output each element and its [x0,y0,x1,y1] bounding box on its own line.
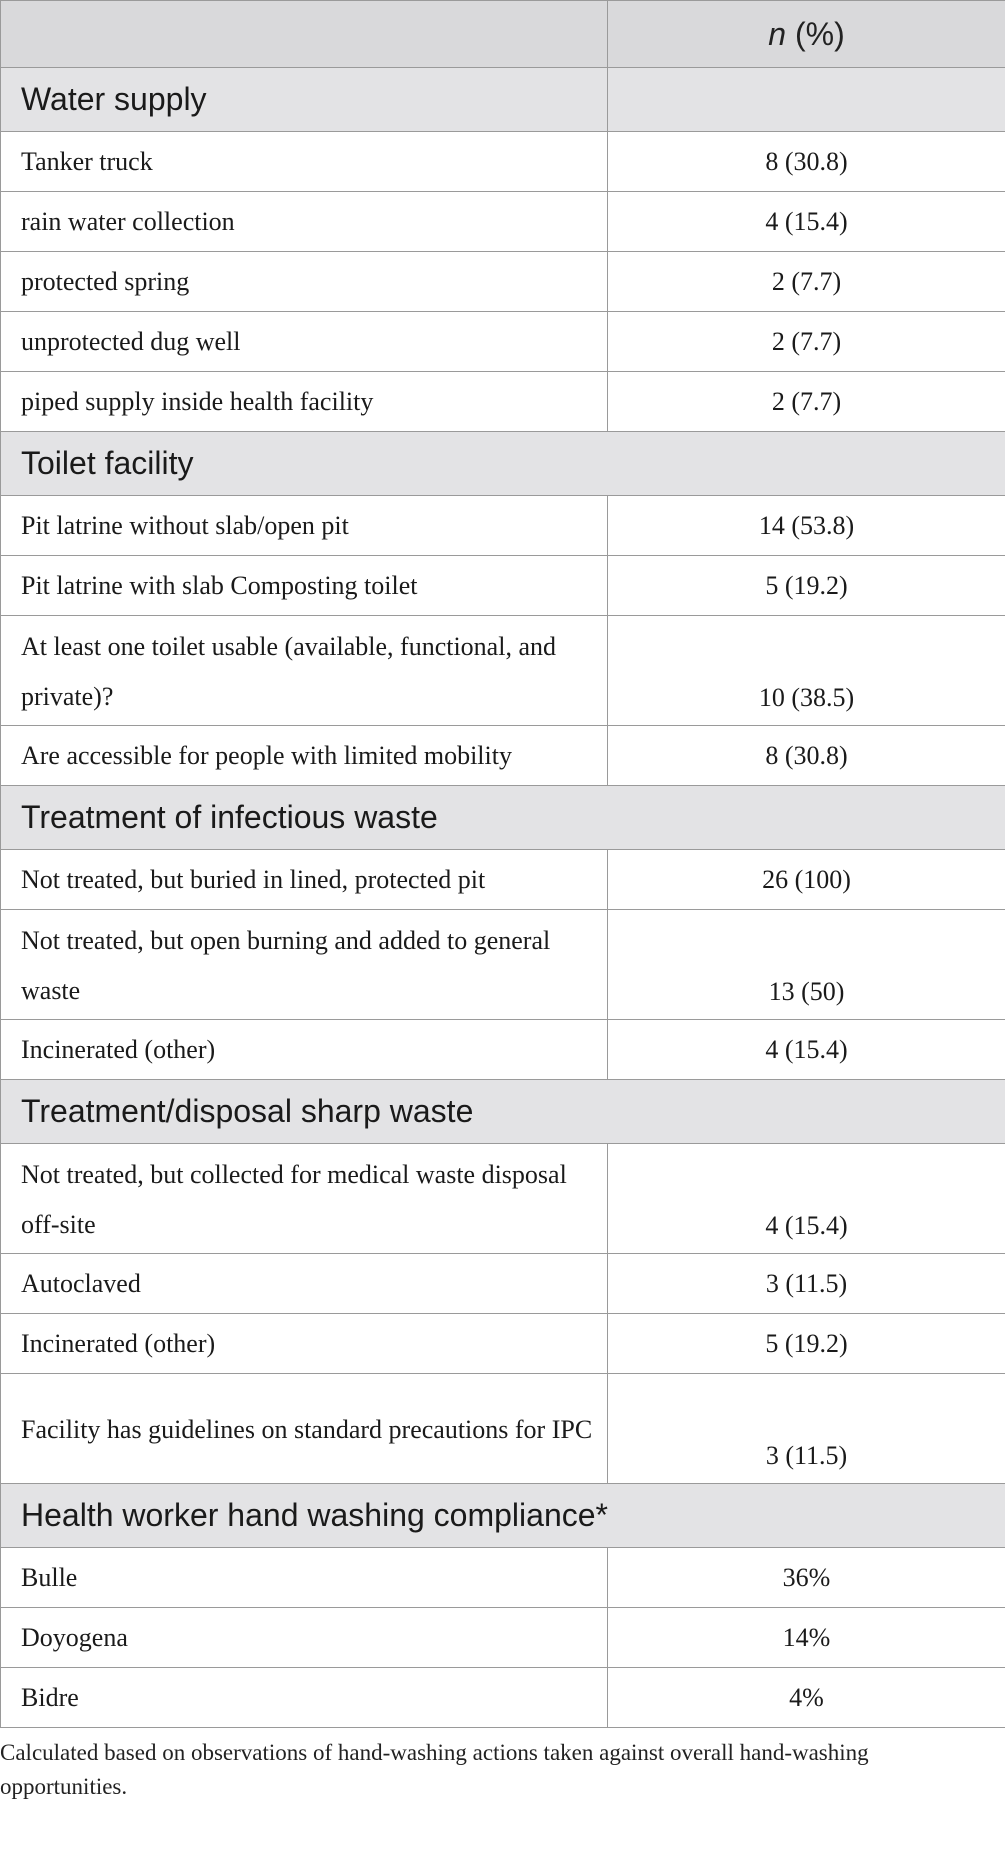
footnote: Calculated based on observations of hand-washing actions taken against overall hand-washing opportunities. [0,1740,869,1799]
table-row [1,252,1005,312]
section-header-row [1,432,1005,496]
table-row [1,372,1005,432]
table-row [1,1144,1005,1254]
row-label: Facility has guidelines on standard precautions for IPC [1,1374,608,1484]
row-value: 10 (38.5) [608,616,1005,726]
section-empty-cell [608,68,1005,132]
section-title: Water supply [1,68,608,132]
row-label: protected spring [1,252,608,312]
row-value: 8 (30.8) [608,726,1005,786]
header-value-cell [608,1,1005,68]
row-value: 3 (11.5) [608,1374,1005,1484]
row-label: Not treated, but collected for medical waste disposal off-site [1,1144,608,1254]
table-row [1,616,1005,726]
section-title: Treatment/disposal sharp waste [1,1080,1005,1144]
table-row [1,496,1005,556]
row-value: 2 (7.7) [608,252,1005,312]
row-value: 13 (50) [608,910,1005,1020]
section-title: Treatment of infectious waste [1,786,1005,850]
row-value: 26 (100) [608,850,1005,910]
table-row [1,556,1005,616]
row-label: Doyogena [1,1608,608,1668]
row-value: 5 (19.2) [608,1314,1005,1374]
table-row [1,312,1005,372]
row-value: 2 (7.7) [608,312,1005,372]
table-row [1,192,1005,252]
table-row [1,1374,1005,1484]
section-title: Health worker hand washing compliance* [1,1484,1005,1548]
row-value: 14% [608,1608,1005,1668]
row-value: 8 (30.8) [608,132,1005,192]
row-label: unprotected dug well [1,312,608,372]
table-row [1,1668,1005,1728]
row-label: Pit latrine without slab/open pit [1,496,608,556]
row-label: Not treated, but open burning and added to general waste [1,910,608,1020]
row-value: 5 (19.2) [608,556,1005,616]
row-label: Pit latrine with slab Composting toilet [1,556,608,616]
row-value: 2 (7.7) [608,372,1005,432]
row-value: 4% [608,1668,1005,1728]
table-row [1,726,1005,786]
section-header-row [1,786,1005,850]
row-label: Autoclaved [1,1254,608,1314]
header-row [1,1,1005,68]
row-value: 4 (15.4) [608,1020,1005,1080]
header-label-cell [1,1,608,68]
row-value: 4 (15.4) [608,192,1005,252]
table-row [1,1254,1005,1314]
row-value: 4 (15.4) [608,1144,1005,1254]
row-value: 3 (11.5) [608,1254,1005,1314]
row-label: Tanker truck [1,132,608,192]
header-n: n [768,15,787,52]
table-row [1,1314,1005,1374]
table-row [1,1548,1005,1608]
header-pct: (%) [786,15,845,52]
row-label: At least one toilet usable (available, functional, and private)? [1,616,608,726]
row-label: Incinerated (other) [1,1314,608,1374]
table-row [1,1020,1005,1080]
row-value: 14 (53.8) [608,496,1005,556]
table-row [1,132,1005,192]
table-row [1,1608,1005,1668]
row-label: Incinerated (other) [1,1020,608,1080]
row-label: rain water collection [1,192,608,252]
row-label: piped supply inside health facility [1,372,608,432]
row-label: Bulle [1,1548,608,1608]
row-label: Bidre [1,1668,608,1728]
table-row [1,910,1005,1020]
row-label: Are accessible for people with limited mobility [1,726,608,786]
row-value: 36% [608,1548,1005,1608]
table-row [1,850,1005,910]
table-body [1,68,1005,1728]
section-title: Toilet facility [1,432,1005,496]
row-label: Not treated, but buried in lined, protected pit [1,850,608,910]
section-header-row [1,1080,1005,1144]
section-header-row [1,1484,1005,1548]
section-header-row [1,68,1005,132]
